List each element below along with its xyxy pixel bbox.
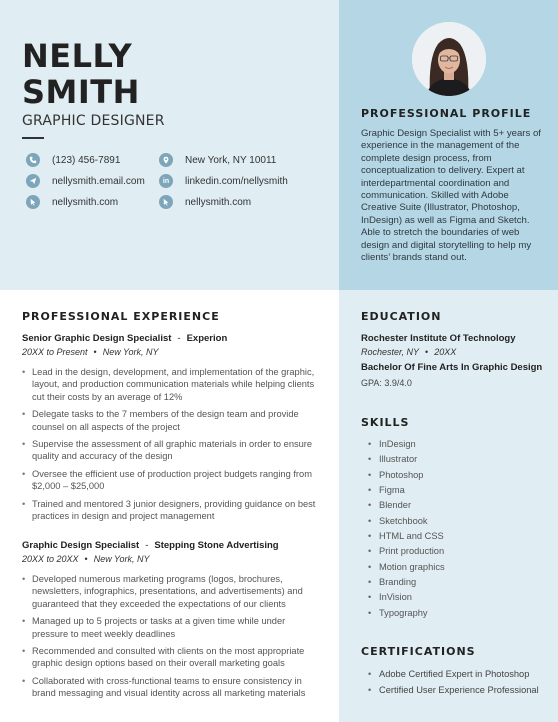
job-bullet: • Oversee the efficient use of production project budgets ranging from $2,000 – $25,000 [22, 468, 322, 493]
job-2-meta: 20XX to 20XX • New York, NY [22, 554, 150, 564]
skill-item: • Motion graphics [368, 560, 445, 575]
job-2-bullets [22, 573, 322, 705]
phone-text: (123) 456-7891 [52, 154, 121, 166]
education-meta: Rochester, NY • 20XX [361, 347, 457, 357]
experience-heading: PROFESSIONAL EXPERIENCE [22, 310, 220, 323]
title-divider [22, 137, 44, 139]
skill-item: • InDesign [368, 437, 445, 452]
skills-list [368, 437, 445, 621]
job-1-bullets [22, 366, 322, 527]
job-1-meta: 20XX to Present • New York, NY [22, 347, 159, 357]
certifications-list [368, 667, 539, 698]
location-text: New York, NY 10011 [185, 154, 277, 166]
job-bullet: • Managed up to 5 projects or tasks at a given time while under pressure to meet weekly deadlines [22, 615, 322, 640]
contact-website [26, 195, 118, 209]
job-bullet: • Delegate tasks to the 7 members of the design team and provide counsel on all aspects of the project [22, 408, 322, 433]
job-1-company: Experion [186, 333, 228, 344]
job-2-location: New York, NY [93, 554, 150, 564]
certifications-heading: CERTIFICATIONS [361, 645, 476, 658]
education-year: 20XX [434, 347, 457, 357]
job-1-dates: 20XX to Present [22, 347, 88, 357]
website-text: nellysmith.com [52, 196, 119, 208]
linkedin-text: linkedin.com/nellysmith [185, 175, 288, 187]
skill-item: • Photoshop [368, 468, 445, 483]
job-1-title: Senior Graphic Design Specialist [22, 333, 172, 344]
skill-item: • InVision [368, 590, 445, 605]
job-title: GRAPHIC DESIGNER [22, 113, 165, 129]
education-gpa: GPA: 3.9/4.0 [361, 378, 412, 388]
linkedin-icon: in [159, 174, 173, 188]
profile-photo [412, 22, 486, 96]
job-2-title: Graphic Design Specialist [22, 540, 140, 551]
education-degree: Bachelor Of Fine Arts In Graphic Design [361, 362, 543, 373]
skills-heading: SKILLS [361, 416, 410, 429]
job-bullet: • Recommended and consulted with clients on the most appropriate graphic design options based on their overall marketing goals [22, 645, 322, 670]
certification-item: • Adobe Certified Expert in Photoshop [368, 667, 539, 683]
job-2-dates: 20XX to 20XX [22, 554, 79, 564]
last-name: SMITH [22, 73, 140, 111]
cursor-icon [26, 195, 40, 209]
job-bullet: • Trained and mentored 3 junior designers, providing guidance on best practices in design and project management [22, 498, 322, 523]
contact-location [159, 153, 276, 167]
skill-item: • Branding [368, 575, 445, 590]
skill-item: • Print production [368, 544, 445, 559]
contact-website-2 [159, 195, 251, 209]
skill-item: • Typography [368, 606, 445, 621]
job-bullet: • Lead in the design, development, and implementation of the graphic, layout, and production communication materials while helping clients cut their costs by an average of 12% [22, 366, 322, 403]
contact-email [26, 174, 145, 188]
skill-item: • HTML and CSS [368, 529, 445, 544]
job-1-header: Senior Graphic Design Specialist - Experion [22, 333, 228, 344]
certification-item: • Certified User Experience Professional [368, 683, 539, 699]
job-bullet: • Developed numerous marketing programs (logos, brochures, newsletters, infographics, presentations, and advertisements) and guaranteed that they exceeded the expectations of our clients [22, 573, 322, 610]
job-1-location: New York, NY [102, 347, 159, 357]
education-heading: EDUCATION [361, 310, 442, 323]
email-text: nellysmith.email.com [52, 175, 145, 187]
send-icon [26, 174, 40, 188]
website-text: nellysmith.com [185, 196, 252, 208]
education-location: Rochester, NY [361, 347, 420, 357]
map-pin-icon [159, 153, 173, 167]
phone-icon [26, 153, 40, 167]
skill-item: • Blender [368, 498, 445, 513]
contact-phone [26, 153, 120, 167]
job-2-header: Graphic Design Specialist - Stepping Stone Advertising [22, 540, 279, 551]
profile-summary: Graphic Design Specialist with 5+ years of experience in the management of the complete design process, from conceptualization to delivery. Expert at interdepartmental coordination and communication. Skilled with Adobe Creative Suite (Illustrator, Photoshop, InDesign) as well as Figma and Sketch. Able to stretch the boundaries of web design and digital storytelling to help my clients’ brands stand out. [361, 128, 541, 264]
job-bullet: • Collaborated with cross-functional teams to ensure consistency in brand messaging and visual identity across all marketing materials [22, 675, 322, 700]
skill-item: • Sketchbook [368, 514, 445, 529]
first-name: NELLY [22, 37, 133, 75]
contact-linkedin [159, 174, 288, 188]
candidate-name [22, 38, 140, 110]
job-2-company: Stepping Stone Advertising [154, 540, 279, 551]
cursor-icon [159, 195, 173, 209]
education-school: Rochester Institute Of Technology [361, 333, 516, 344]
skill-item: • Illustrator [368, 452, 445, 467]
skill-item: • Figma [368, 483, 445, 498]
job-bullet: • Supervise the assessment of all graphic materials in order to ensure quality and accuracy of the design [22, 438, 322, 463]
profile-heading: PROFESSIONAL PROFILE [361, 107, 532, 120]
